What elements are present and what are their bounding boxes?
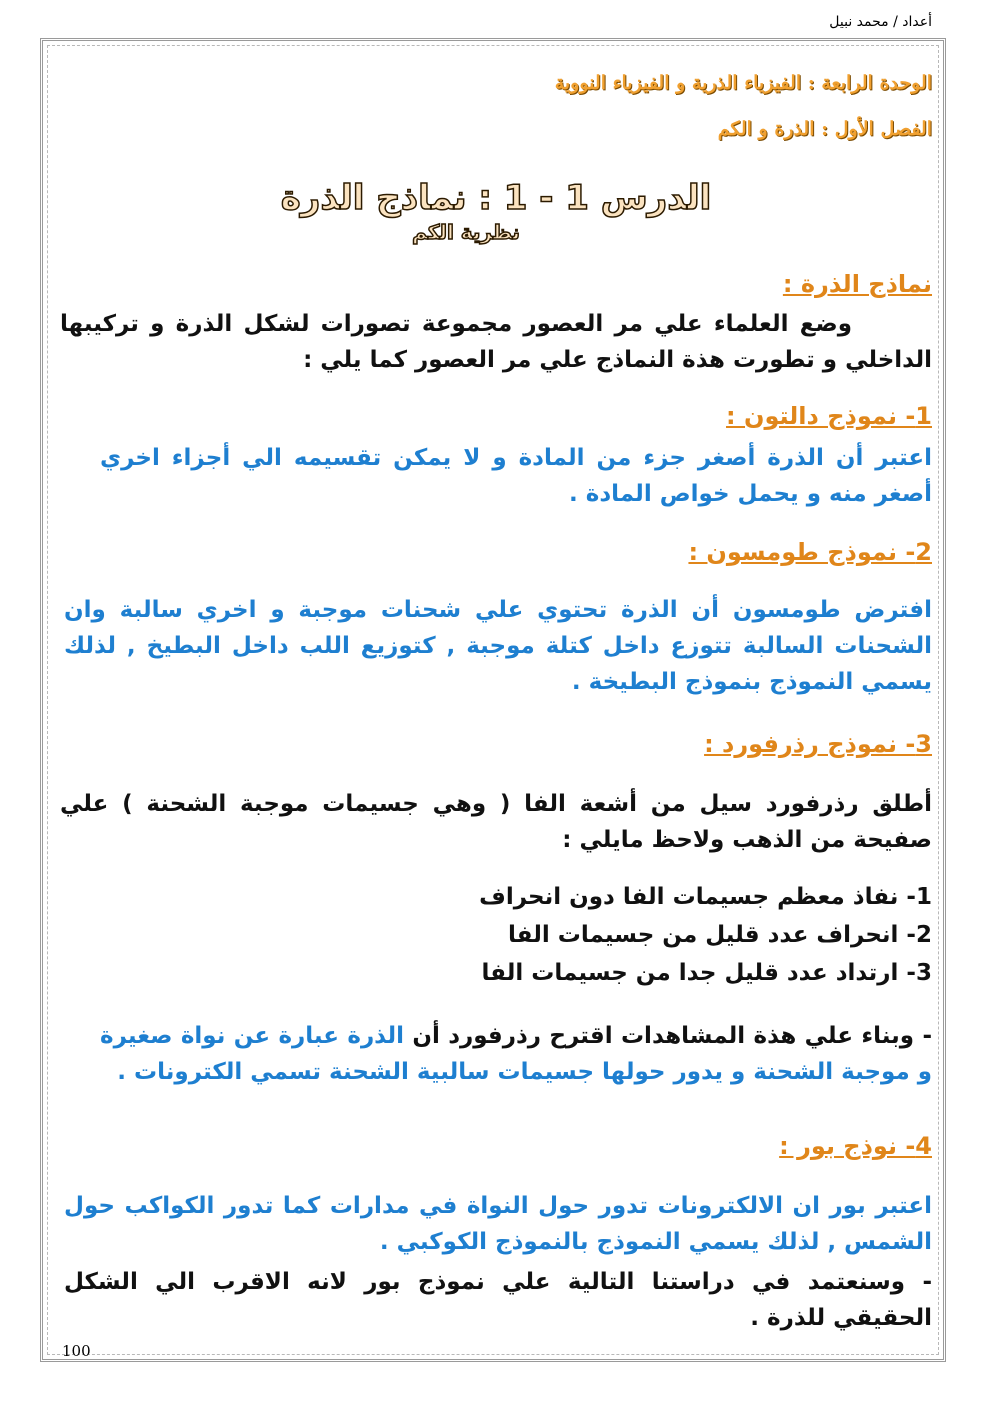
rutherford-conclusion [100,1018,932,1090]
intro-text: وضع العلماء علي مر العصور مجموعة تصورات لشكل الذرة و تركيبها الداخلي و تطورت هذة النماذج علي مر العصور كما يلي : [60,311,932,373]
lesson-title: الدرس 1 - 1 : نماذج الذرة [280,178,712,218]
conclusion-main: الذرة عبارة عن نواة صغيرة و موجبة الشحنة و يدور حولها جسيمات سالبية الشحنة تسمي الكترونات . [100,1023,932,1085]
conclusion-prefix: - وبناء علي هذة المشاهدات اقترح رذرفورد أن [404,1023,932,1049]
list-item: 1- نفاذ معظم جسيمات الفا دون انحراف [479,884,932,910]
intro-heading: نماذج الذرة : [782,270,932,298]
bohr-heading: 4- نوذج بور : [779,1132,932,1160]
page-number: 100 [62,1342,91,1360]
bohr-note: - وسنعتمد في دراستنا التالية علي نموذج بور لانه الاقرب الي الشكل الحقيقي للذرة . [64,1269,932,1331]
list-item: 2- انحراف عدد قليل من جسيمات الفا [508,922,932,948]
chapter-title: الفصل الأول : الذرة و الكم [717,118,932,140]
dalton-text: اعتبر أن الذرة أصغر جزء من المادة و لا يمكن تقسيمه الي أجزاء اخري أصغر منه و يحمل خواص المادة . [100,445,932,507]
bohr-text: اعتبر بور ان الالكترونات تدور حول النواة في مدارات كما تدور الكواكب حول الشمس , لذلك يسمي النموذج بالنموذج الكوكبي . [64,1193,932,1255]
list-item: 3- ارتداد عدد قليل جدا من جسيمات الفا [481,960,932,986]
rutherford-heading: 3- نموذج رذرفورد : [704,730,932,758]
author-credit: أعداد / محمد نبيل [829,14,932,30]
rutherford-observations [479,878,932,992]
thomson-text: افترض طومسون أن الذرة تحتوي علي شحنات موجبة و اخري سالبة وان الشحنات السالبة تتوزع داخل كتلة موجبة , كتوزيع اللب داخل البطيخ , لذلك يسمي النموذج بنموذج البطيخة . [64,597,932,695]
lesson-subtitle: نظرية الكم [412,220,520,244]
unit-title: الوحدة الرابعة : الفيزياء الذرية و الفيزياء النووية [554,72,932,94]
thomson-heading: 2- نموذج طومسون : [688,538,932,566]
dalton-heading: 1- نموذج دالتون : [726,402,932,430]
rutherford-text: أطلق رذرفورد سيل من أشعة الفا ( وهي جسيمات موجبة الشحنة ) علي صفيحة من الذهب ولاحظ مايلي : [60,791,932,853]
